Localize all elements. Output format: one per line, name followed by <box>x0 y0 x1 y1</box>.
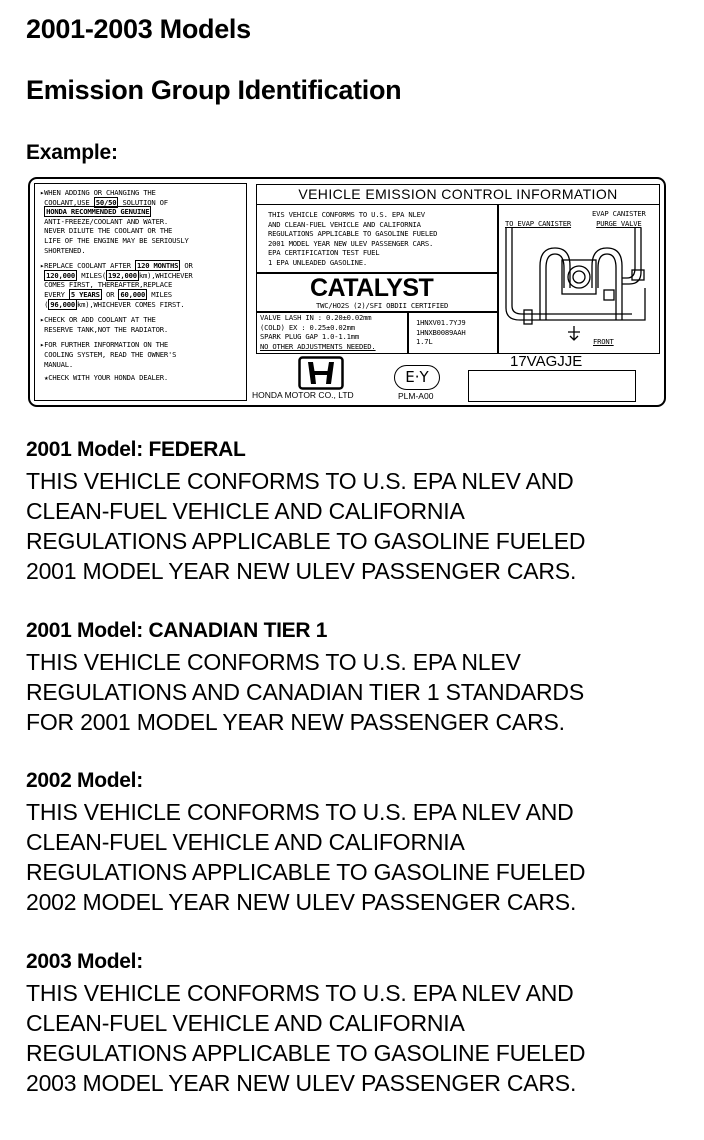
front-label: FRONT <box>593 337 614 346</box>
honda-logo-icon <box>298 356 344 390</box>
maker-name: HONDA MOTOR CO., LTD <box>252 390 354 400</box>
section-heading: 2003 Model: <box>26 950 143 973</box>
veci-divider <box>497 205 499 354</box>
section-body: THIS VEHICLE CONFORMS TO U.S. EPA NLEV AND CLEAN-FUEL VEHICLE AND CALIFORNIA REGULATIONS APPLICABLE TO GASOLINE FUELED 2001 MODEL YEAR NEW ULEV PASSENGER CARS. <box>26 468 586 584</box>
section-body: THIS VEHICLE CONFORMS TO U.S. EPA NLEV REGULATIONS AND CANADIAN TIER 1 STANDARDS FOR 2001 MODEL YEAR NEW PASSENGER CARS. <box>26 649 584 735</box>
example-label: Example: <box>26 141 118 164</box>
serial-number: 17VAGJJE <box>510 353 583 370</box>
veci-divider <box>407 312 409 354</box>
veci-title: VEHICLE EMISSION CONTROL INFORMATION <box>256 184 660 205</box>
section-heading: 2002 Model: <box>26 769 143 792</box>
catalyst-subtext: TWC/HO2S (2)/SFI OBDII CERTIFIED <box>316 301 449 310</box>
ey-mark-badge: E·Y <box>394 365 440 390</box>
section-title: Emission Group Identification <box>26 75 402 105</box>
section-2003 <box>26 950 585 1098</box>
section-2001-canadian <box>26 619 584 737</box>
section-2002 <box>26 769 585 917</box>
catalyst-text: CATALYST <box>310 274 434 302</box>
engine-codes: 1HNXV01.7YJ9 1HNXB0089AAH 1.7L <box>416 318 466 347</box>
section-body: THIS VEHICLE CONFORMS TO U.S. EPA NLEV AND CLEAN-FUEL VEHICLE AND CALIFORNIA REGULATIONS APPLICABLE TO GASOLINE FUELED 2002 MODEL YEAR NEW ULEV PASSENGER CARS. <box>26 799 586 915</box>
vacuum-hose-diagram <box>500 228 658 346</box>
veci-conform-text: THIS VEHICLE CONFORMS TO U.S. EPA NLEV AND CLEAN-FUEL VEHICLE AND CALIFORNIA REGULATIONS APPLICABLE TO GASOLINE FUELED 2001 MODEL YEAR NEW ULEV PASSENGER CARS. EPA CERTIFICATION TEST FUEL 1 EPA UNLEADED GASOLINE. <box>268 210 438 267</box>
coolant-info-box <box>34 183 247 401</box>
section-2001-federal <box>26 438 585 586</box>
section-heading: 2001 Model: FEDERAL <box>26 438 246 461</box>
purge-valve-label: EVAP CANISTER PURGE VALVE <box>592 209 646 228</box>
coolant-text: ▸WHEN ADDING OR CHANGING THE COOLANT,USE 50/50 SOLUTION OF HONDA RECOMMENDED GENUINE ANTI-FREEZE/COOLANT AND WATER. NEVER DILUTE THE COOLANT OR THE LIFE OF THE ENGINE MAY BE SERIOUSLY SHORTENED. ▸REPLACE COOLANT AFTER 120 MONTHS OR 120,000 MILES( 192,000 km),WHICHEVER COMES FIRST, THEREAFTER,REPLACE EVERY 5 YEARS OR 60,000 MILES ( 96,000 km),WHICHEVER COMES FIRST. ▸CHECK OR ADD COOLANT AT THE RESERVE TANK,NOT THE RADIATOR. ▸FOR FURTHER INFORMATION ON THE COOLING SYSTEM, READ THE OWNER'S MANUAL. ★CHECK WITH YOUR HONDA DEALER. <box>40 188 193 383</box>
to-canister-label: TO EVAP CANISTER <box>505 219 572 228</box>
section-heading: 2001 Model: CANADIAN TIER 1 <box>26 619 328 642</box>
valve-lash-text: VALVE LASH IN : 0.20±0.02mm (COLD) EX : 0.25±0.02mm SPARK PLUG GAP 1.0-1.1mm NO OTHER ADJUSTMENTS NEEDED. <box>260 313 376 351</box>
plm-code: PLM-A00 <box>398 391 434 401</box>
page-title: 2001-2003 Models <box>26 14 251 44</box>
section-body: THIS VEHICLE CONFORMS TO U.S. EPA NLEV AND CLEAN-FUEL VEHICLE AND CALIFORNIA REGULATIONS APPLICABLE TO GASOLINE FUELED 2003 MODEL YEAR NEW ULEV PASSENGER CARS. <box>26 980 586 1096</box>
serial-box <box>468 370 636 402</box>
